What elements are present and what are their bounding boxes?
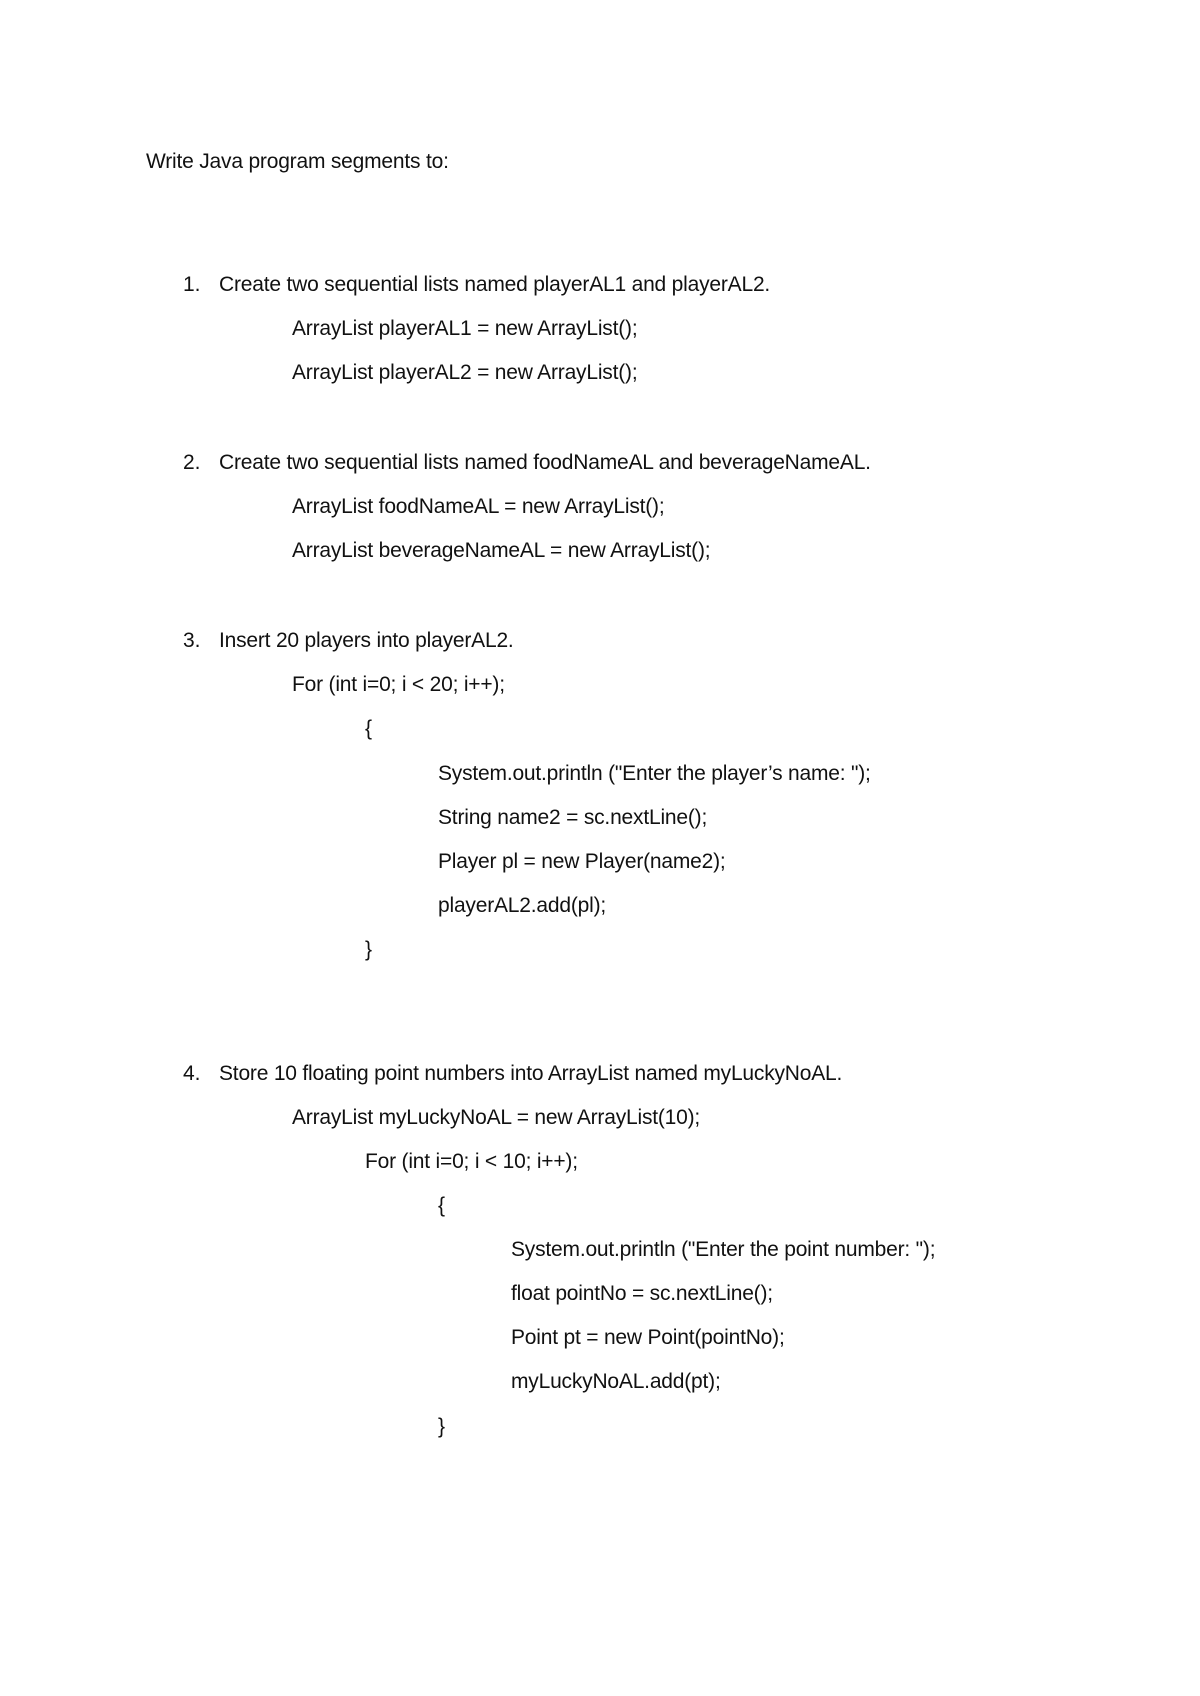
question-4-code-line: }: [438, 1415, 445, 1438]
question-3-code-line: For (int i=0; i < 20; i++);: [292, 673, 505, 696]
question-4-code-line: For (int i=0; i < 10; i++);: [365, 1150, 578, 1173]
question-4-code-line: System.out.println ("Enter the point number: ");: [511, 1238, 936, 1261]
question-2-text: Create two sequential lists named foodNameAL and beverageNameAL.: [219, 451, 871, 474]
question-1-number: 1.: [183, 273, 201, 296]
question-3-code-line: {: [365, 717, 372, 740]
question-3-code-line: playerAL2.add(pl);: [438, 894, 606, 917]
intro-text: Write Java program segments to:: [146, 150, 449, 173]
question-4-text: Store 10 floating point numbers into ArrayList named myLuckyNoAL.: [219, 1062, 843, 1085]
question-4-code-line: myLuckyNoAL.add(pt);: [511, 1370, 721, 1393]
question-1-code-line: ArrayList playerAL1 = new ArrayList();: [292, 317, 638, 340]
question-2-code-line: ArrayList beverageNameAL = new ArrayList();: [292, 539, 711, 562]
question-3-code-line: String name2 = sc.nextLine();: [438, 806, 708, 829]
question-3-number: 3.: [183, 629, 201, 652]
question-4-code-line: ArrayList myLuckyNoAL = new ArrayList(10);: [292, 1106, 701, 1129]
question-4-number: 4.: [183, 1062, 201, 1085]
question-1-code-line: ArrayList playerAL2 = new ArrayList();: [292, 361, 638, 384]
question-3-code-line: }: [365, 938, 372, 961]
question-2-code-line: ArrayList foodNameAL = new ArrayList();: [292, 495, 665, 518]
question-1-text: Create two sequential lists named playerAL1 and playerAL2.: [219, 273, 771, 296]
question-3-code-line: Player pl = new Player(name2);: [438, 850, 726, 873]
question-4-code-line: Point pt = new Point(pointNo);: [511, 1326, 785, 1349]
question-4-code-line: float pointNo = sc.nextLine();: [511, 1282, 773, 1305]
question-3-text: Insert 20 players into playerAL2.: [219, 629, 514, 652]
question-3-code-line: System.out.println ("Enter the player’s name: ");: [438, 762, 871, 785]
question-2-number: 2.: [183, 451, 201, 474]
question-4-code-line: {: [438, 1194, 445, 1217]
